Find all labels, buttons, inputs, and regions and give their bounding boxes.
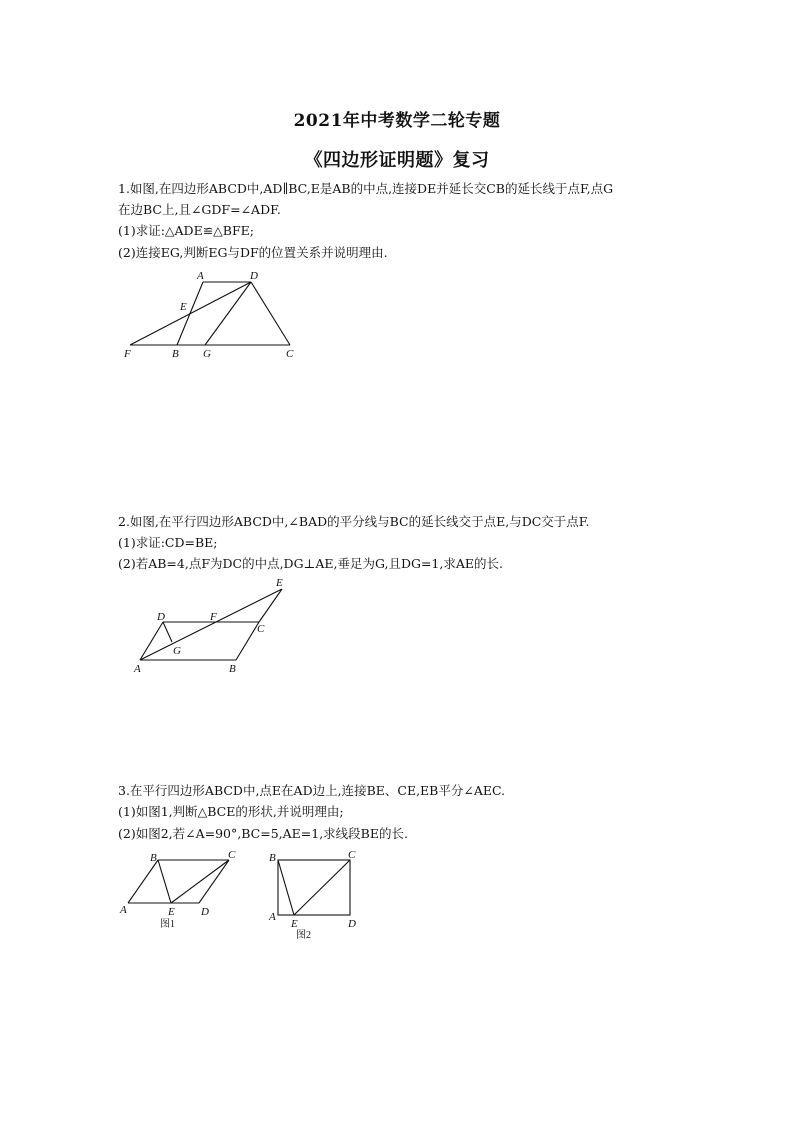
- label-C: C: [257, 623, 265, 635]
- rect-ABCD: [278, 860, 350, 915]
- label-F: F: [210, 611, 217, 623]
- label-G: G: [173, 645, 181, 657]
- label-B: B: [172, 348, 179, 360]
- line-BE: [278, 860, 294, 915]
- label-A: A: [269, 911, 276, 923]
- problem-2-line-3: (2)若AB=4,点F为DC的中点,DG⊥AE,垂足为G,且DG=1,求AE的长.: [118, 556, 503, 571]
- label-A: A: [134, 663, 141, 675]
- label-E: E: [291, 918, 298, 930]
- label-E: E: [276, 577, 283, 589]
- problem-1-line-2: 在边BC上,且∠GDF=∠ADF.: [118, 202, 281, 217]
- problem-3-line-3: (2)如图2,若∠A=90°,BC=5,AE=1,求线段BE的长.: [118, 826, 408, 841]
- figure-1-caption: 图1: [160, 919, 175, 930]
- label-D: D: [157, 611, 165, 623]
- label-B: B: [229, 663, 236, 675]
- label-A: A: [120, 904, 127, 916]
- label-D: D: [201, 906, 209, 918]
- label-C: C: [228, 849, 236, 861]
- problem-1-line-1: 1.如图,在四边形ABCD中,AD∥BC,E是AB的中点,连接DE并延长交CB的延长线于点F,点G: [118, 181, 614, 196]
- problem-1-line-3: (1)求证:△ADE≌△BFE;: [118, 223, 254, 238]
- label-E: E: [180, 301, 187, 313]
- problem-3-line-2: (1)如图1,判断△BCE的形状,并说明理由;: [118, 804, 344, 819]
- problem-3-line-1: 3.在平行四边形ABCD中,点E在AD边上,连接BE、CE,EB平分∠AEC.: [118, 783, 506, 798]
- label-B: B: [150, 852, 157, 864]
- label-E: E: [168, 906, 175, 918]
- label-B: B: [269, 852, 276, 864]
- problem-2-line-2: (1)求证:CD=BE;: [118, 535, 218, 550]
- label-D: D: [348, 918, 356, 930]
- page-title: 2021年中考数学二轮专题: [293, 111, 501, 131]
- problem-2-line-1: 2.如图,在平行四边形ABCD中,∠BAD的平分线与BC的延长线交于点E,与DC交于点F.: [118, 514, 590, 529]
- page-subtitle: 《四边形证明题》复习: [304, 150, 490, 171]
- label-C: C: [348, 849, 356, 861]
- label-D: D: [250, 270, 258, 282]
- label-C: C: [286, 348, 294, 360]
- label-F: F: [124, 348, 131, 360]
- line-CE: [294, 860, 350, 915]
- problem-1-line-4: (2)连接EG,判断EG与DF的位置关系并说明理由.: [118, 245, 388, 260]
- label-G: G: [203, 348, 211, 360]
- label-A: A: [197, 270, 204, 282]
- figure-2-caption: 图2: [296, 930, 311, 941]
